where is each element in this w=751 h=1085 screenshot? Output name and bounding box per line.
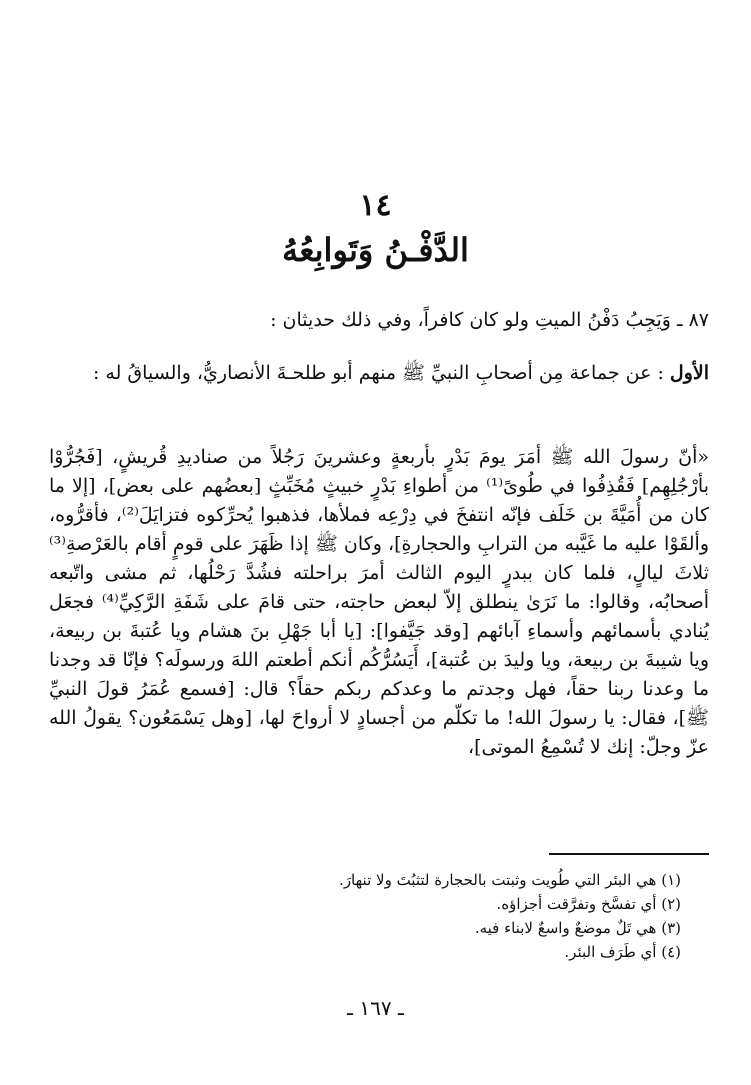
hadith-main-text: «أنّ رسولَ الله ﷺ أمَرَ يومَ بَدْرٍ بأربعةٍ وعشرينَ رَجُلاً من صناديدِ قُريشٍ، [فَجُرُّوْا بأرْجُلِهِم] فَقُذِفُوا في طُوىً⁽¹⁾ من أطواءِ بَدْرٍ خبيثٍ مُخَبِّثٍ [بعضُهم على بعض]، [إلا ما كان من أُمَيَّةَ بن خَلَف فإنّه انتفخَ في دِرْعِه فملأها، فذهبوا يُحرِّكوه فتزايَلَ⁽²⁾، فأقرُّوه، وألقَوْا عليه ما غَيَّبه من الترابِ والحجارةِ]، وكان ﷺ إذا ظَهَرَ على قومٍ أقام بالعَرْصةِ⁽³⁾ ثلاثَ ليالٍ، فلما كان ببدرٍ اليوم الثالث أمرَ براحلته فشُدَّ رَحْلُها، ثم مشى واتّبعه أصحابُه، وقالوا: ما نَرَىٰ ينطلق إلاّ لبعض حاجته، حتى قامَ على شَفَةِ الرَّكِيِّ⁽⁴⁾ فجعَل يُنادي بأسمائهم وأسماءِ آبائهم [وقد جَيَّفوا]: [يا أبا جَهْلِ بنَ هشام ويا عُتبةَ بن ربيعة، ويا شيبةَ بن ربيعة، ويا وليدَ بن عُتبة]، أَيَسُرُّكُم أنكم أطعتم اللهَ ورسولَه؟ فإنّا قد وجدنا ما وعدنا ربنا حقاً، فهل وجدتم ما وعدكم ربكم حقاً؟ قال: [فسمع عُمَرُ قولَ النبيِّ ﷺ]، فقال: يا رسولَ الله! ما تكلّم من أجسادٍ لا أرواحَ لها، [وهل يَسْمَعُون؟ يقولُ الله عزّ وجلّ: إنك لا تُسْمِعُ الموتى]، <box>49 446 710 758</box>
chapter-number: ١٤ <box>359 188 392 223</box>
footnote-3: (٣) هي تَلٌ موضعٌ واسعٌ لابناء فيه. <box>474 919 681 937</box>
first-hadith-paragraph <box>49 359 709 388</box>
footnotes-section <box>49 868 709 964</box>
first-hadith-text: : عن جماعة مِن أصحابِ النبيِّ ﷺ منهم أبو طلحـةَ الأنصاريُّ، والسياقُ له : <box>92 362 670 384</box>
first-hadith-label: الأول <box>669 362 709 384</box>
footnote-divider <box>549 853 709 855</box>
footnote-2: (٢) أي تفسَّخ وتفرَّقت أجزاؤه. <box>496 895 681 913</box>
page-number: ـ ١٦٧ ـ <box>347 996 404 1020</box>
footnote-4: (٤) أي طَرَف البئر. <box>564 943 681 961</box>
chapter-title: الدَّفْـنُ وَتَوابِعُهُ <box>282 231 469 269</box>
footnote-1: (١) هي البئر التي طُويت وثبتت بالحجارة لتثبُتَ ولا تنهارَ. <box>339 871 681 889</box>
hadith-intro-paragraph: ٨٧ ـ وَيَجِبُ دَفْنُ الميتِ ولو كان كافراً، وفي ذلك حديثان : <box>270 309 709 331</box>
